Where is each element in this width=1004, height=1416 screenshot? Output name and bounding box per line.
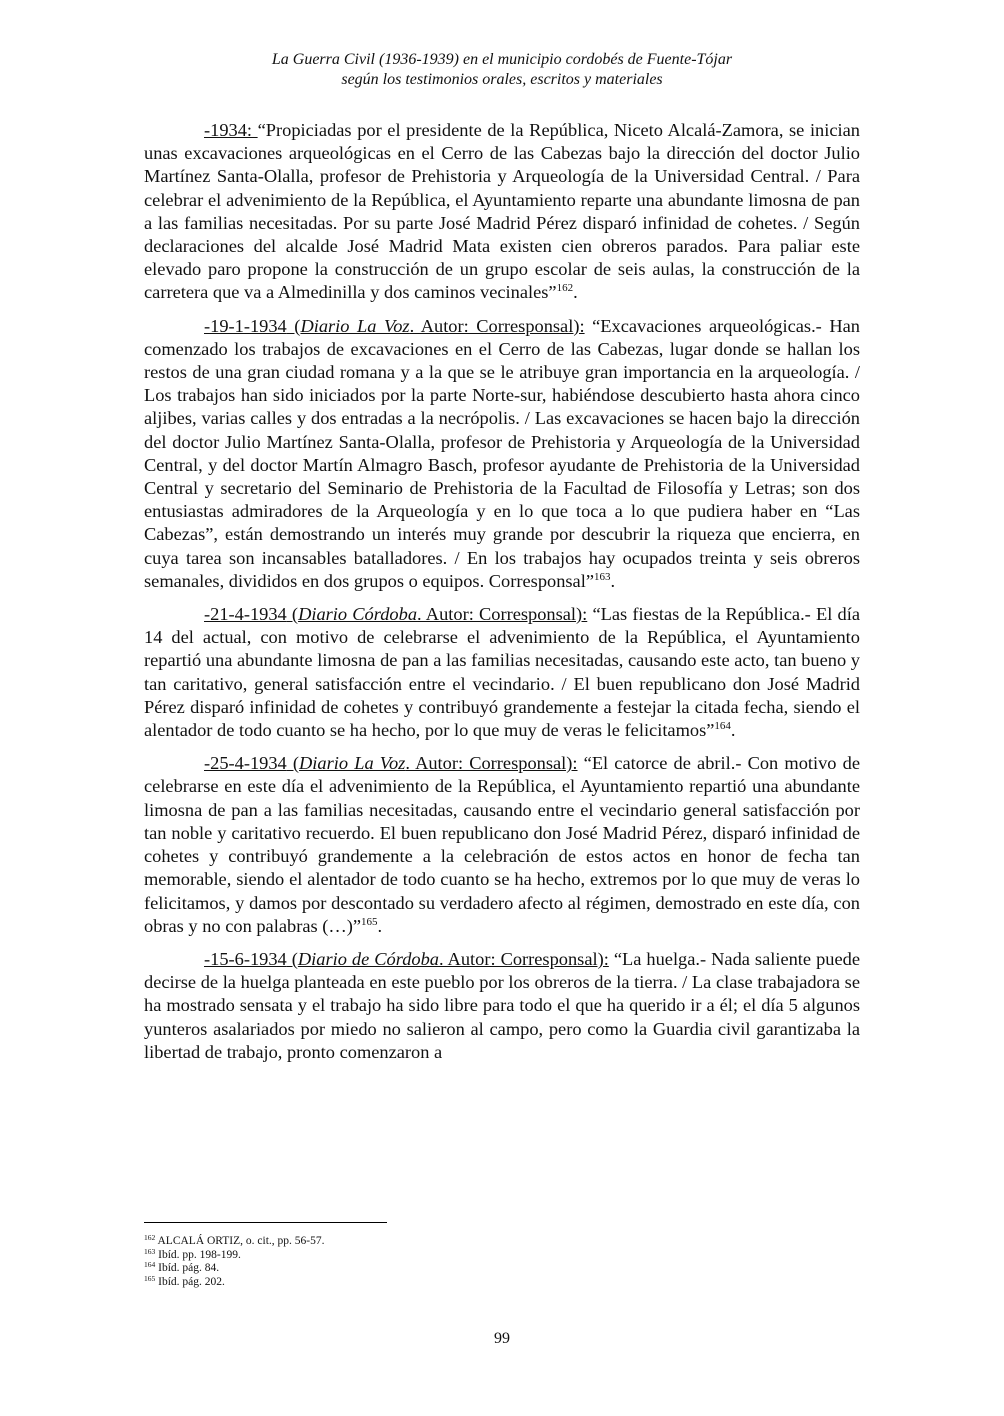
entry-text: “Propiciadas por el presidente de la República, Niceto Alcalá-Zamora, se inician unas excavaciones arqueológicas en el Cerro de las Cabezas bajo la dirección del doctor Julio Martínez Santa-Olalla, profesor de Prehistoria y Arqueología de la Universidad Central. / Para celebrar el advenimiento de la República, el Ayuntamiento reparte una abundante limosna de pan a las familias necesitadas. Por su parte José Madrid Pérez disparó infinidad de cohetes. / Según declaraciones del alcalde José Madrid Mata existen cien obreros parados. Para paliar este elevado paro propone la construcción de un grupo escolar de seis aulas, la construcción de la carretera que va a Almedinilla y dos caminos vecinales” (144, 120, 860, 303)
paragraph-1934: -1934: “Propiciadas por el presidente de la República, Niceto Alcalá-Zamora, se inician unas excavaciones arqueológicas en el Cerro de las Cabezas bajo la dirección del doctor Julio Martínez Santa-Olalla, profesor de Prehistoria y Arqueología de la Universidad Central. / Para celebrar el advenimiento de la República, el Ayuntamiento reparte una abundante limosna de pan a las familias necesitadas. Por su parte José Madrid Pérez disparó infinidad de cohetes. / Según declaraciones del alcalde José Madrid Mata existen cien obreros parados. Para paliar este elevado paro propone la construcción de un grupo escolar de seis aulas, la construcción de la carretera que va a Almedinilla y dos caminos vecinales”$^{162}$. (144, 120, 860, 303)
paragraph-21-4-1934: -21-4-1934 (Diario Córdoba. Autor: Corresponsal): “Las fiestas de la República.- El día 14 del actual, con motivo de celebrarse el advenimiento de la República, el Ayuntamiento repartió una abundante limosna de pan a las familias necesitadas, causando este acto, tan bueno y tan caritativo, general satisfacción entre el vecindario. / El buen republicano don José Madrid Pérez disparó infinidad de cohetes y contribuyó grandemente a festejar la citada fecha, siendo el alentador de todo cuanto se ha hecho, por lo que muy de veras le felicitamos”$^{164}$. (144, 604, 860, 741)
footnote-text: ALCALÁ ORTIZ, o. cit., pp. 56-57. (155, 1235, 325, 1247)
entry-source: -15-6-1934 (Diario de Córdoba. Autor: Corresponsal): (204, 948, 609, 969)
newspaper-name: Diario de Córdoba (297, 948, 439, 969)
header-subtitle: según los testimonios orales, escritos y materiales (341, 71, 663, 88)
entry-source: -19-1-1934 (Diario La Voz. Autor: Corresponsal): (204, 315, 585, 336)
footnote-162 (144, 1235, 325, 1249)
footnote-text: Ibíd. pág. 84. (155, 1262, 220, 1274)
entry-date: -15-6-1934 (204, 948, 287, 969)
paragraph-15-6-1934 (144, 948, 860, 1064)
footnote-165 (144, 1273, 325, 1290)
footnote-ref: 163 (594, 570, 611, 583)
footnote-number: 162 (144, 1233, 156, 1242)
entry-date: -1934: (204, 120, 258, 140)
running-header (0, 50, 1004, 90)
main-text (144, 119, 860, 1074)
newspaper-name: Diario La Voz (300, 315, 410, 336)
footnote-text: Ibíd. pp. 198-199. (155, 1248, 241, 1261)
footnote-number: 163 (144, 1246, 156, 1256)
footnote-separator (144, 1222, 387, 1223)
entry-date: -25-4-1934 (204, 753, 287, 774)
entry-date: -21-4-1934 (204, 604, 287, 625)
paragraph-19-1-1934: -19-1-1934 (Diario La Voz. Autor: Corresponsal): “Excavaciones arqueológicas.- Han comenzado los trabajos de excavaciones en el Cerro de las Cabezas, lugar donde se hallan los restos de una gran ciudad romana y a la que se le atribuye gran importancia en la arqueología. / Los trabajos han sido iniciados por la parte Norte-sur, habiéndose descubierto hasta ahora cinco aljibes, varias calles y dos entradas a la necrópolis. / Las excavaciones se hacen bajo la dirección del doctor Julio Martínez Santa-Olalla, profesor de Prehistoria y Arqueología de la Universidad Central, y del doctor Martín Almagro Basch, profesor ayudante de Prehistoria de la Universidad Central y secretario del Seminario de Prehistoria de la Facultad de Filosofía y Letras; son dos entusiastas admiradores de la Arqueología y en lo que toca a lo que pudiera haber en “Las Cabezas”, están demostrando un interés muy grande por descubrir la riqueza que encierra, en cuya tarea son incansables batalladores. / En los trabajos hay ocupados treinta y seis obreros semanales, divididos en dos grupos o equipos. Corresponsal”$^{163}$. (144, 315, 860, 591)
entry-date: -19-1-1934 (204, 315, 287, 336)
footnote-ref: 165 (361, 915, 378, 928)
entry-source: -21-4-1934 (Diario Córdoba. Autor: Corresponsal): (204, 604, 588, 625)
paragraph-25-4-1934: -25-4-1934 (Diario La Voz. Autor: Corresponsal): “El catorce de abril.- Con motivo de celebrarse en este día el advenimiento de la República, el Ayuntamiento repartió una abundante limosna de pan a las familias necesitadas, causando entre el vecindario general satisfacción por tan noble y caritativo recuerdo. El buen republicano don José Madrid Pérez, disparó infinidad de cohetes y contribuyó grandemente a la celebración de estos actos en honor de fecha tan memorable, siendo el alentador de todo cuanto se ha hecho, extremos por lo que muy de veras lo felicitamos, y damos por descontado su verdadero afecto al régimen, demostrado en este día, con obras y no con palabras (…)”$^{165}$. (144, 753, 861, 936)
footnote-text: Ibíd. pág. 202. (155, 1275, 225, 1288)
footnote-164 (144, 1262, 325, 1276)
newspaper-name: Diario La Voz (299, 753, 406, 774)
newspaper-name: Diario Córdoba (298, 604, 418, 625)
footnote-ref: 164 (714, 720, 731, 733)
footnote-number: 165 (144, 1273, 156, 1283)
footnote-ref: 162 (556, 282, 574, 295)
header-title: La Guerra Civil (1936-1939) en el municipio cordobés de Fuente-Tójar (271, 51, 733, 68)
entry-text: “Excavaciones arqueológicas.- Han comenzado los trabajos de excavaciones en el Cerro de las Cabezas, lugar donde se hallan los restos de una gran ciudad romana y a la que se le atribuye gran importancia en la arqueología. / Los trabajos han sido iniciados por la parte Norte-sur, habiéndose descubierto hasta ahora cinco aljibes, varias calles y dos entradas a la necrópolis. / Las excavaciones se hacen bajo la dirección del doctor Julio Martínez Santa-Olalla, profesor de Prehistoria y Arqueología de la Universidad Central, y del doctor Martín Almagro Basch, profesor ayudante de Prehistoria de la Universidad Central y secretario del Seminario de Prehistoria de la Facultad de Filosofía y Letras; son dos entusiastas admiradores de la Arqueología y en lo que toca a lo que pudiera haber en “Las Cabezas”, están demostrando un interés muy grande por descubrir la riqueza que encierra, en cuya tarea son incansables batalladores. / En los trabajos hay ocupados treinta y seis obreros semanales, divididos en dos grupos o equipos. Corresponsal” (144, 315, 860, 591)
entry-text: “El catorce de abril.- Con motivo de celebrarse en este día el advenimiento de la República, el Ayuntamiento repartió una abundante limosna de pan a las familias necesitadas, causando entre el vecindario general satisfacción por tan noble y caritativo recuerdo. El buen republicano don José Madrid Pérez, disparó infinidad de cohetes y contribuyó grandemente a la celebración de estos actos en honor de fecha tan memorable, siendo el alentador de todo cuanto se ha hecho, extremos por lo que muy de veras lo felicitamos, y damos por descontado su verdadero afecto al régimen, demostrado en este día, con obras y no con palabras (…)” (144, 753, 861, 936)
footnote-163 (144, 1246, 325, 1263)
entry-source: -25-4-1934 (Diario La Voz. Autor: Corresponsal): (204, 753, 578, 774)
page-number: 99 (494, 1330, 510, 1347)
footnote-number: 164 (144, 1260, 156, 1269)
entry-text: “Las fiestas de la República.- El día 14 del actual, con motivo de celebrarse el advenimiento de la República, el Ayuntamiento repartió una abundante limosna de pan a las familias necesitadas, causando este acto, tan bueno y tan caritativo, general satisfacción entre el vecindario. / El buen republicano don José Madrid Pérez disparó infinidad de cohetes y contribuyó grandemente a festejar la citada fecha, siendo el alentador de todo cuanto se ha hecho, por lo que muy de veras le felicitamos” (144, 604, 860, 741)
entry-text: “La huelga.- Nada saliente puede decirse de la huelga planteada en este pueblo por los obreros de la tierra. / La clase trabajadora se ha mostrado sensata y el trabajo ha sido libre para todo el que ha querido ir a él; el día 5 algunos yunteros asalariados por miedo no salieron al campo, pero como la Guardia civil garantizaba la libertad de trabajo, pronto comenzaron a (144, 948, 860, 1062)
footnotes (144, 1235, 325, 1289)
